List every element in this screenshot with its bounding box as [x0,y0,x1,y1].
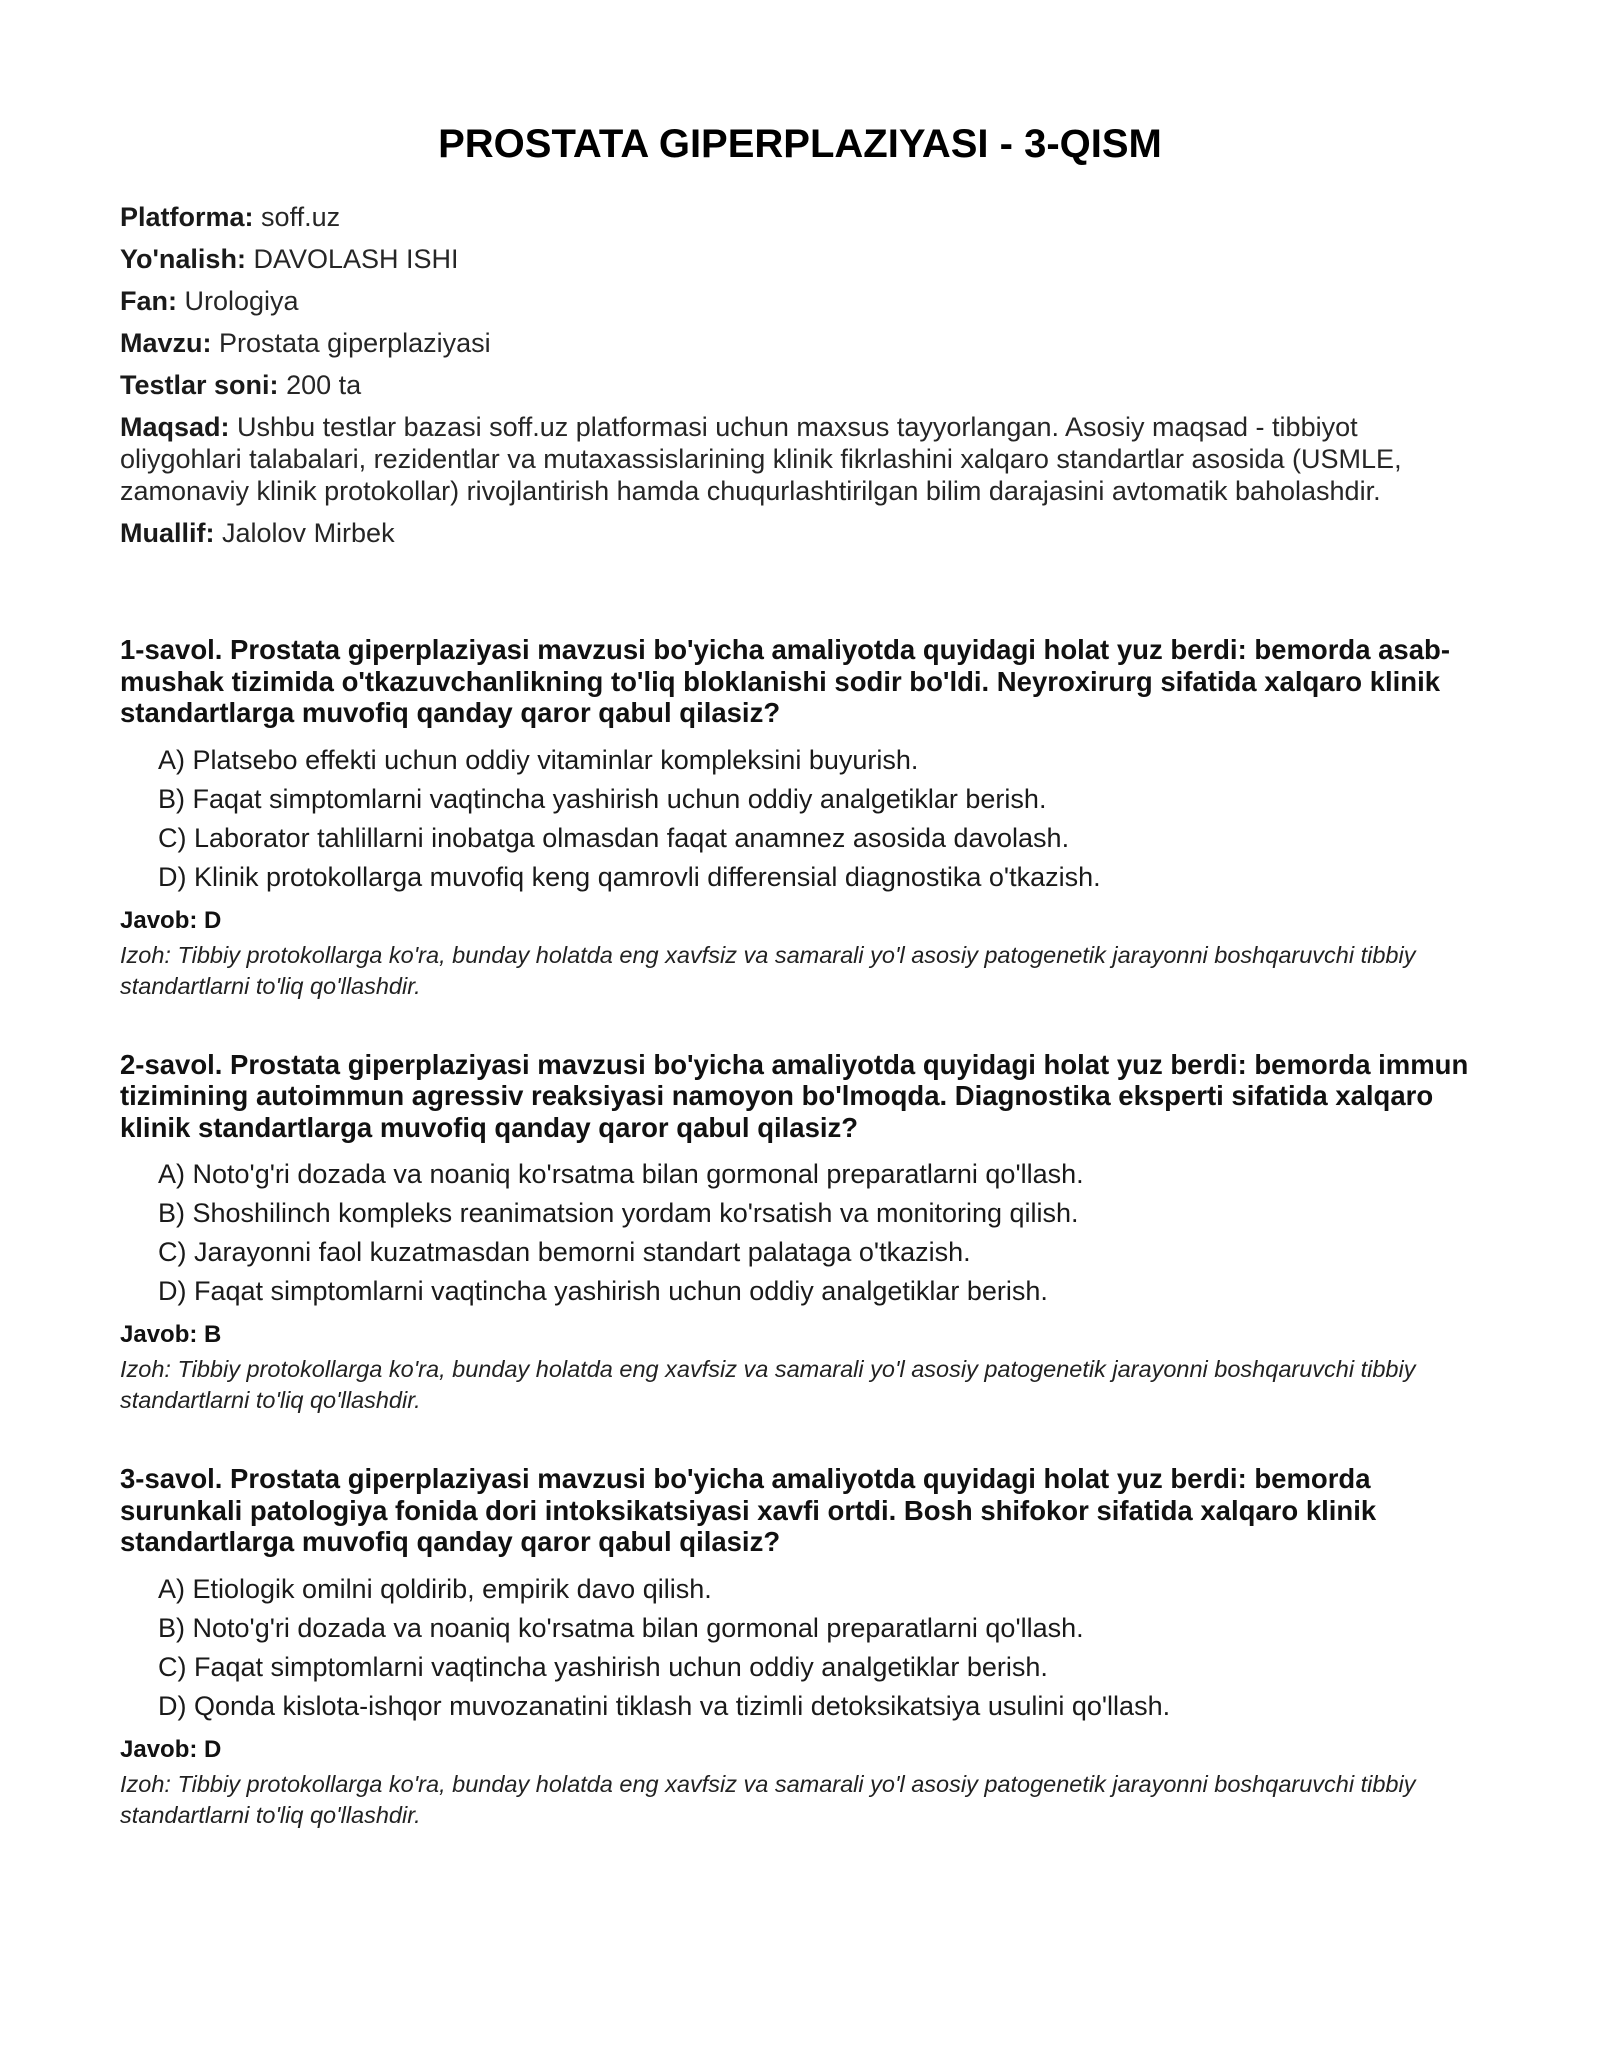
meta-value: Jalolov Mirbek [222,518,395,548]
meta-label: Testlar soni: [120,370,279,400]
correct-answer: Javob: D [120,906,222,934]
answer-options [120,1155,1480,1311]
option-c: C) Jarayonni faol kuzatmasdan bemorni standart palataga o'tkazish. [158,1237,971,1267]
option-c: C) Laborator tahlillarni inobatga olmasdan faqat anamnez asosida davolash. [158,822,1070,853]
answer-explanation: Izoh: Tibbiy protokollarga ko'ra, bunday holatda eng xavfsiz va samarali yo'l asosiy patogenetik jarayonni boshqaruvchi tibbiy standartlarni to'liq qo'llashdir. [120,941,1416,999]
answer-options [120,1570,1480,1726]
meta-author [120,517,1480,549]
answer-explanation: Izoh: Tibbiy protokollarga ko'ra, bunday holatda eng xavfsiz va samarali yo'l asosiy patogenetik jarayonni boshqaruvchi tibbiy standartlarni to'liq qo'llashdir. [120,1356,1416,1413]
meta-label: Fan: [120,286,177,316]
option-a: A) Etiologik omilni qoldirib, empirik davo qilish. [158,1573,712,1604]
meta-label: Maqsad: [120,412,230,442]
option-a: A) Platsebo effekti uchun oddiy vitaminlar kompleksini buyurish. [158,744,919,775]
option-d: D) Qonda kislota-ishqor muvozanatini tiklash va tizimli detoksikatsiya usulini qo'llash. [158,1690,1171,1721]
question-3 [120,1463,1480,1831]
meta-subject [120,285,1480,317]
option-b: B) Noto'g'ri dozada va noaniq ko'rsatma bilan gormonal preparatlarni qo'llash. [158,1612,1084,1643]
option-d: D) Faqat simptomlarni vaqtincha yashirish uchun oddiy analgetiklar berish. [158,1276,1048,1306]
meta-label: Muallif: [120,518,215,548]
question-text: 2-savol. Prostata giperplaziyasi mavzusi bo'yicha amaliyotda quyidagi holat yuz berdi: bemorda immun tizimining autoimmun agressiv reaksiyasi namoyon bo'lmoqda. Diagnostika eksperti sifatida xalqaro klinik standartlarga muvofiq qanday qaror qabul qilasiz? [120,1048,1469,1143]
question-1 [120,634,1480,1002]
option-a: A) Noto'g'ri dozada va noaniq ko'rsatma bilan gormonal preparatlarni qo'llash. [158,1159,1084,1189]
meta-label: Yo'nalish: [120,244,246,274]
document-title: PROSTATA GIPERPLAZIYASI - 3-QISM [438,122,1162,166]
meta-platform [120,201,1480,233]
question-2 [120,1049,1480,1417]
question-text: 3-savol. Prostata giperplaziyasi mavzusi bo'yicha amaliyotda quyidagi holat yuz berdi: bemorda surunkali patologiya fonida dori intoksikatsiyasi xavfi ortdi. Bosh shifokor sifatida xalqaro klinik standartlarga muvofiq qanday qaror qabul qilasiz? [120,1463,1377,1557]
meta-value: Urologiya [184,286,299,316]
option-d: D) Klinik protokollarga muvofiq keng qamrovli differensial diagnostika o'tkazish. [158,861,1101,892]
meta-value: Prostata giperplaziyasi [219,328,491,358]
meta-value: Ushbu testlar bazasi soff.uz platformasi uchun maxsus tayyorlangan. Asosiy maqsad - tibbiyot oliygohlari talabalari, rezidentlar va mutaxassislarining klinik fikrlashini xalqaro standartlar asosida (USMLE, zamonaviy klinik protokollar) rivojlantirish hamda chuqurlashtirilgan bilim darajasini avtomatik baholashdir. [120,412,1402,506]
correct-answer: Javob: D [120,1735,222,1763]
meta-test-count [120,369,1480,401]
question-text: 1-savol. Prostata giperplaziyasi mavzusi bo'yicha amaliyotda quyidagi holat yuz berdi: bemorda asab-mushak tizimida o'tkazuvchanlikning to'liq bloklanishi sodir bo'ldi. Neyroxirurg sifatida xalqaro klinik standartlarga muvofiq qanday qaror qabul qilasiz? [120,634,1450,728]
meta-label: Mavzu: [120,328,212,358]
option-b: B) Shoshilinch kompleks reanimatsion yordam ko'rsatish va monitoring qilish. [158,1198,1079,1228]
answer-options [120,741,1480,897]
question-list [120,634,1480,1831]
meta-value: 200 ta [286,370,362,400]
meta-purpose [120,411,1480,507]
option-c: C) Faqat simptomlarni vaqtincha yashirish uchun oddiy analgetiklar berish. [158,1651,1048,1682]
document-meta [120,201,1480,549]
answer-explanation: Izoh: Tibbiy protokollarga ko'ra, bunday holatda eng xavfsiz va samarali yo'l asosiy patogenetik jarayonni boshqaruvchi tibbiy standartlarni to'liq qo'llashdir. [120,1770,1416,1828]
meta-topic [120,327,1480,359]
option-b: B) Faqat simptomlarni vaqtincha yashirish uchun oddiy analgetiklar berish. [158,783,1047,814]
meta-value: DAVOLASH ISHI [253,244,459,274]
meta-direction [120,243,1480,275]
meta-label: Platforma: [120,202,254,232]
meta-value: soff.uz [261,202,341,232]
correct-answer: Javob: B [120,1321,222,1348]
